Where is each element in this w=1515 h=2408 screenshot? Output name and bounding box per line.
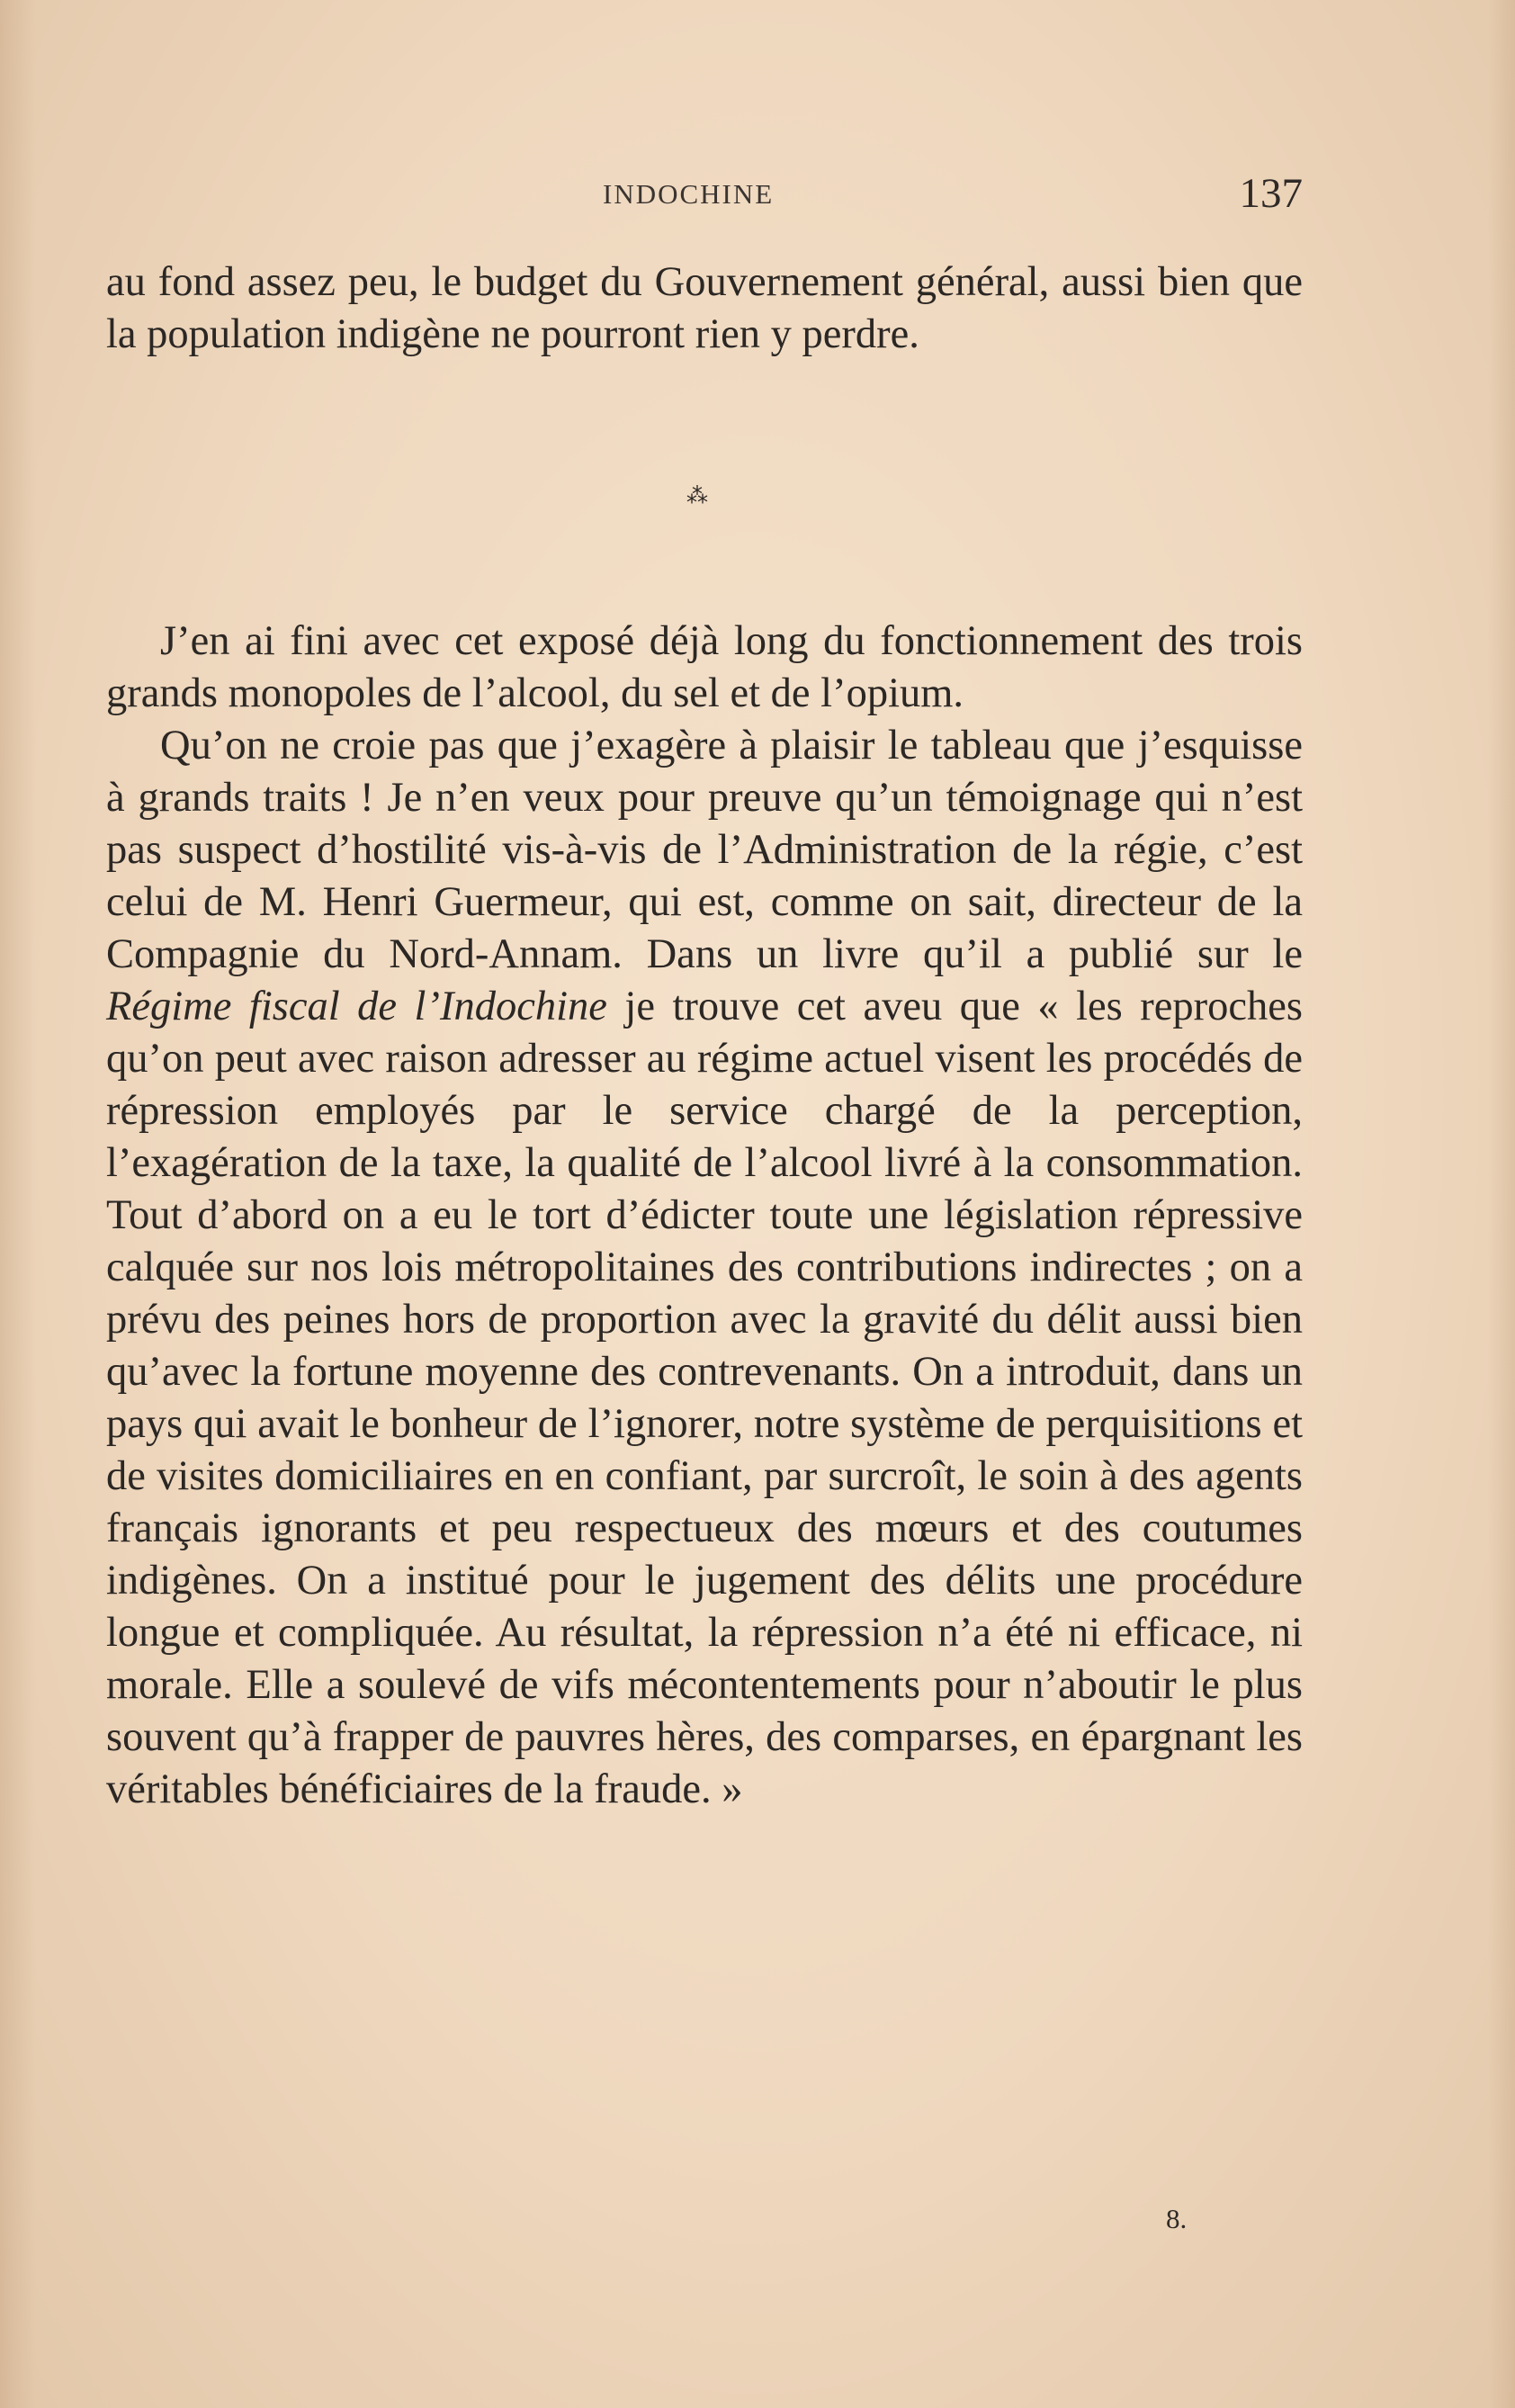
paragraph-1-text: au fond assez peu, le budget du Gouvernement général, aussi bien que la population indigène ne pourront rien y perdre. (106, 259, 1303, 357)
asterism-separator (670, 483, 724, 540)
book-title-italic: Régime fiscal de l’Indochine (106, 984, 607, 1029)
page-edge-shadow-right (1488, 0, 1515, 2408)
running-head: INDOCHINE (603, 178, 775, 210)
paragraph-1 (106, 256, 1303, 361)
paragraph-2: J’en ai fini avec cet exposé déjà long du fonctionnement des trois grands monopoles de l’alcool, du sel et de l’opium. (106, 618, 1303, 716)
paragraph-3-rest: je trouve cet aveu que « les reproches qu’on peut avec raison adresser au régime actuel visent les procédés de répression employés par le service chargé de la perception, l’exagération de la taxe, la qualité de l’alcool livré à la consommation. Tout d’abord on a eu le tort d’édicter toute une législation répressive calquée sur nos lois métropolitaines des contributions indirectes ; on a prévu des peines hors de proportion avec la gravité du délit aussi bien qu’avec la fortune moyenne des contrevenants. On a introduit, dans un pays qui avait le bonheur de l’ignorer, notre système de perquisitions et de visites domiciliaires en en confiant, par surcroît, le soin à des agents français ignorants et peu respectueux des mœurs et des coutumes indigènes. On a institué pour le jugement des délits une procédure longue et compliquée. Au résultat, la répression n’a été ni efficace, ni morale. Elle a soulevé de vifs mécontentements pour n’aboutir le plus souvent qu’à frapper de pauvres hères, des comparses, en épargnant les véritables bénéficiaires de la fraude. » (106, 984, 1303, 1812)
main-text (106, 615, 1303, 1816)
paragraph-3-start: Qu’on ne croie pas que j’exagère à plaisir le tableau que j’esquisse à grands traits ! Je n’en veux pour preuve qu’un témoignage qui n’est pas suspect d’hostilité vis-à-vis de l’Administration de la régie, c’est celui de M. Henri Guermeur, qui est, comme on sait, directeur de la Compagnie du Nord-Annam. Dans un livre qu’il a publié sur le (106, 723, 1303, 977)
page-header (106, 169, 1303, 223)
page-number: 137 (1239, 170, 1303, 217)
asterism-glyph: ⁂ (686, 483, 708, 508)
paragraph-3 (106, 720, 1303, 1816)
page-edge-shadow-left (0, 0, 36, 2408)
signature-mark: 8. (1166, 2203, 1188, 2234)
